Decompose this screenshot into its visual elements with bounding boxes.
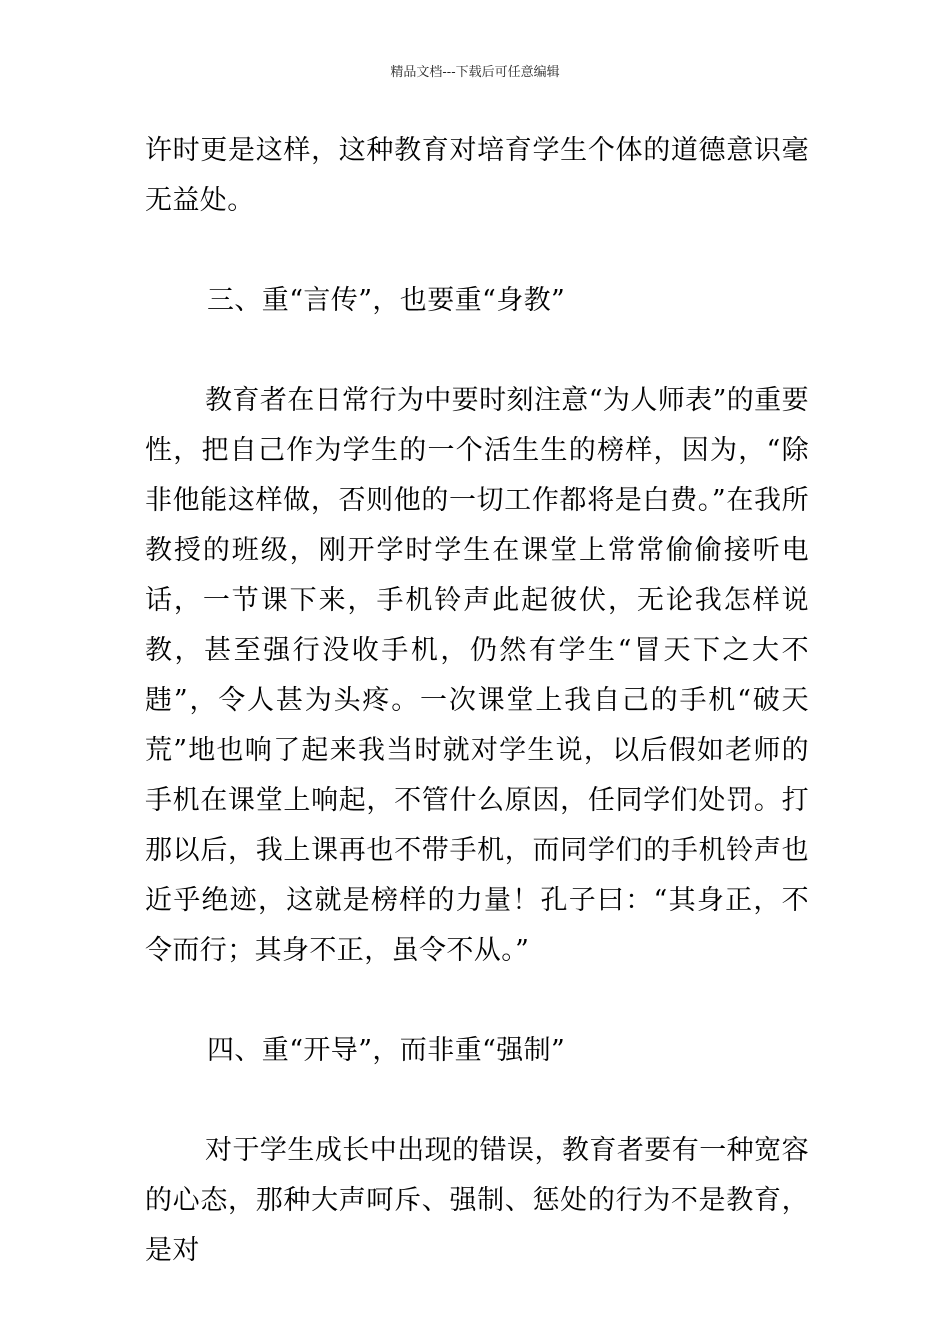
paragraph-gap bbox=[145, 976, 809, 1026]
paragraph-gap bbox=[145, 326, 809, 376]
paragraph-gap bbox=[145, 1076, 809, 1126]
page-header: 精品文档---下载后可任意编辑 bbox=[390, 65, 560, 80]
paragraph-role-model: 教育者在日常行为中要时刻注意“为人师表”的重要性，把自己作为学生的一个活生生的榜样，因为，“除非他能这样做，否则他的一切工作都将是白费。”在我所教授的班级，刚开学时学生在课堂上常常偷偷接听电话，一节课下来，手机铃声此起彼伏，无论我怎样说教，甚至强行没收手机，仍然有学生“冒天下之大不韪”，令人甚为头疼。一次课堂上我自己的手机“破天荒”地也响了起来我当时就对学生说，以后假如老师的手机在课堂上响起，不管什么原因，任同学们处罚。打那以后，我上课再也不带手机，而同学们的手机铃声也近乎绝迹，这就是榜样的力量！孔子曰：“其身正，不令而行；其身不正，虽令不从。” bbox=[145, 385, 809, 966]
paragraph-continuation: 许时更是这样，这种教育对培育学生个体的道德意识毫无益处。 bbox=[145, 135, 809, 216]
section-heading-3: 三、重“言传”，也要重“身教” bbox=[207, 285, 566, 316]
document-body bbox=[145, 126, 809, 1276]
section-heading-4: 四、重“开导”，而非重“强制” bbox=[207, 1035, 566, 1066]
paragraph-tolerance: 对于学生成长中出现的错误，教育者要有一种宽容的心态，那种大声呵斥、强制、惩处的行为不是教育，是对 bbox=[145, 1135, 809, 1266]
paragraph-gap bbox=[145, 226, 809, 276]
